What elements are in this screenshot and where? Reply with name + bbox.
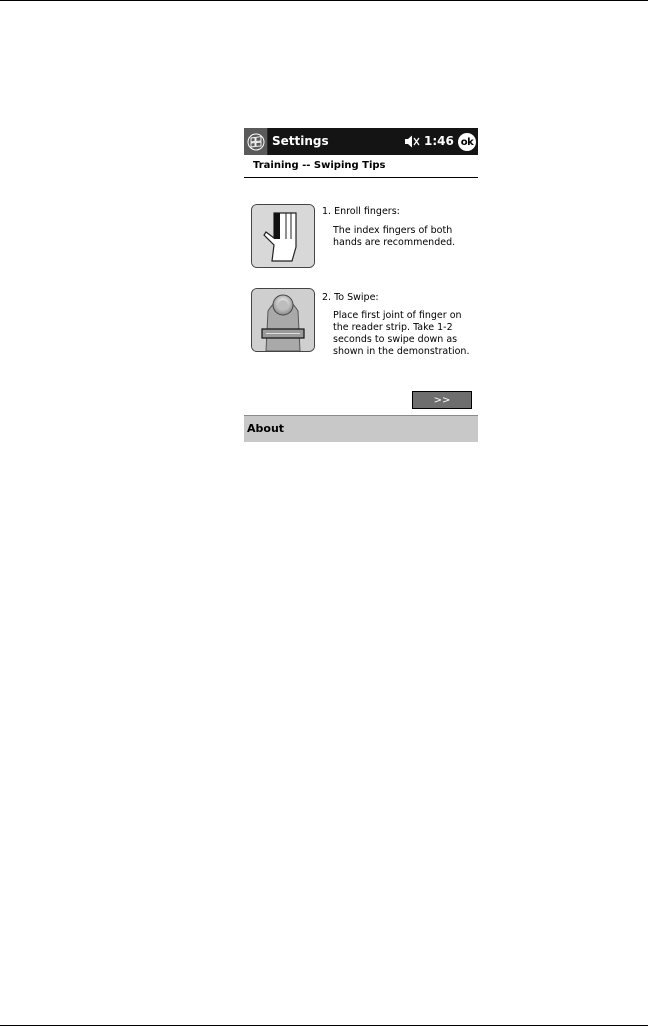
hand-fingers-icon: [251, 204, 315, 268]
windows-flag-icon: [247, 133, 265, 151]
app-title: Settings: [272, 134, 329, 148]
header-divider: [244, 177, 478, 178]
next-button[interactable]: >>: [412, 391, 472, 409]
title-bar: [244, 128, 478, 155]
tab-about[interactable]: About: [247, 422, 285, 435]
pocketpc-screen: [244, 128, 478, 441]
clock[interactable]: 1:46: [424, 134, 454, 148]
ok-button[interactable]: ok: [458, 133, 476, 151]
step2-description: Place first joint of finger on the reader strip. Take 1-2 seconds to swipe down as shown in the demonstration.: [333, 310, 470, 357]
page-bottom-rule: [0, 1025, 648, 1026]
step2-title: 2. To Swipe:: [322, 292, 379, 303]
fingerprint-reader-icon: [251, 288, 315, 352]
step1-description: The index fingers of both hands are recommended.: [333, 225, 456, 248]
page-top-rule: [0, 0, 648, 1]
step1-title: 1. Enroll fingers:: [322, 206, 400, 217]
speaker-muted-icon[interactable]: [404, 134, 420, 149]
start-menu-button[interactable]: [244, 128, 268, 155]
tab-bar: [244, 415, 478, 442]
page-title: Training -- Swiping Tips: [253, 160, 386, 171]
